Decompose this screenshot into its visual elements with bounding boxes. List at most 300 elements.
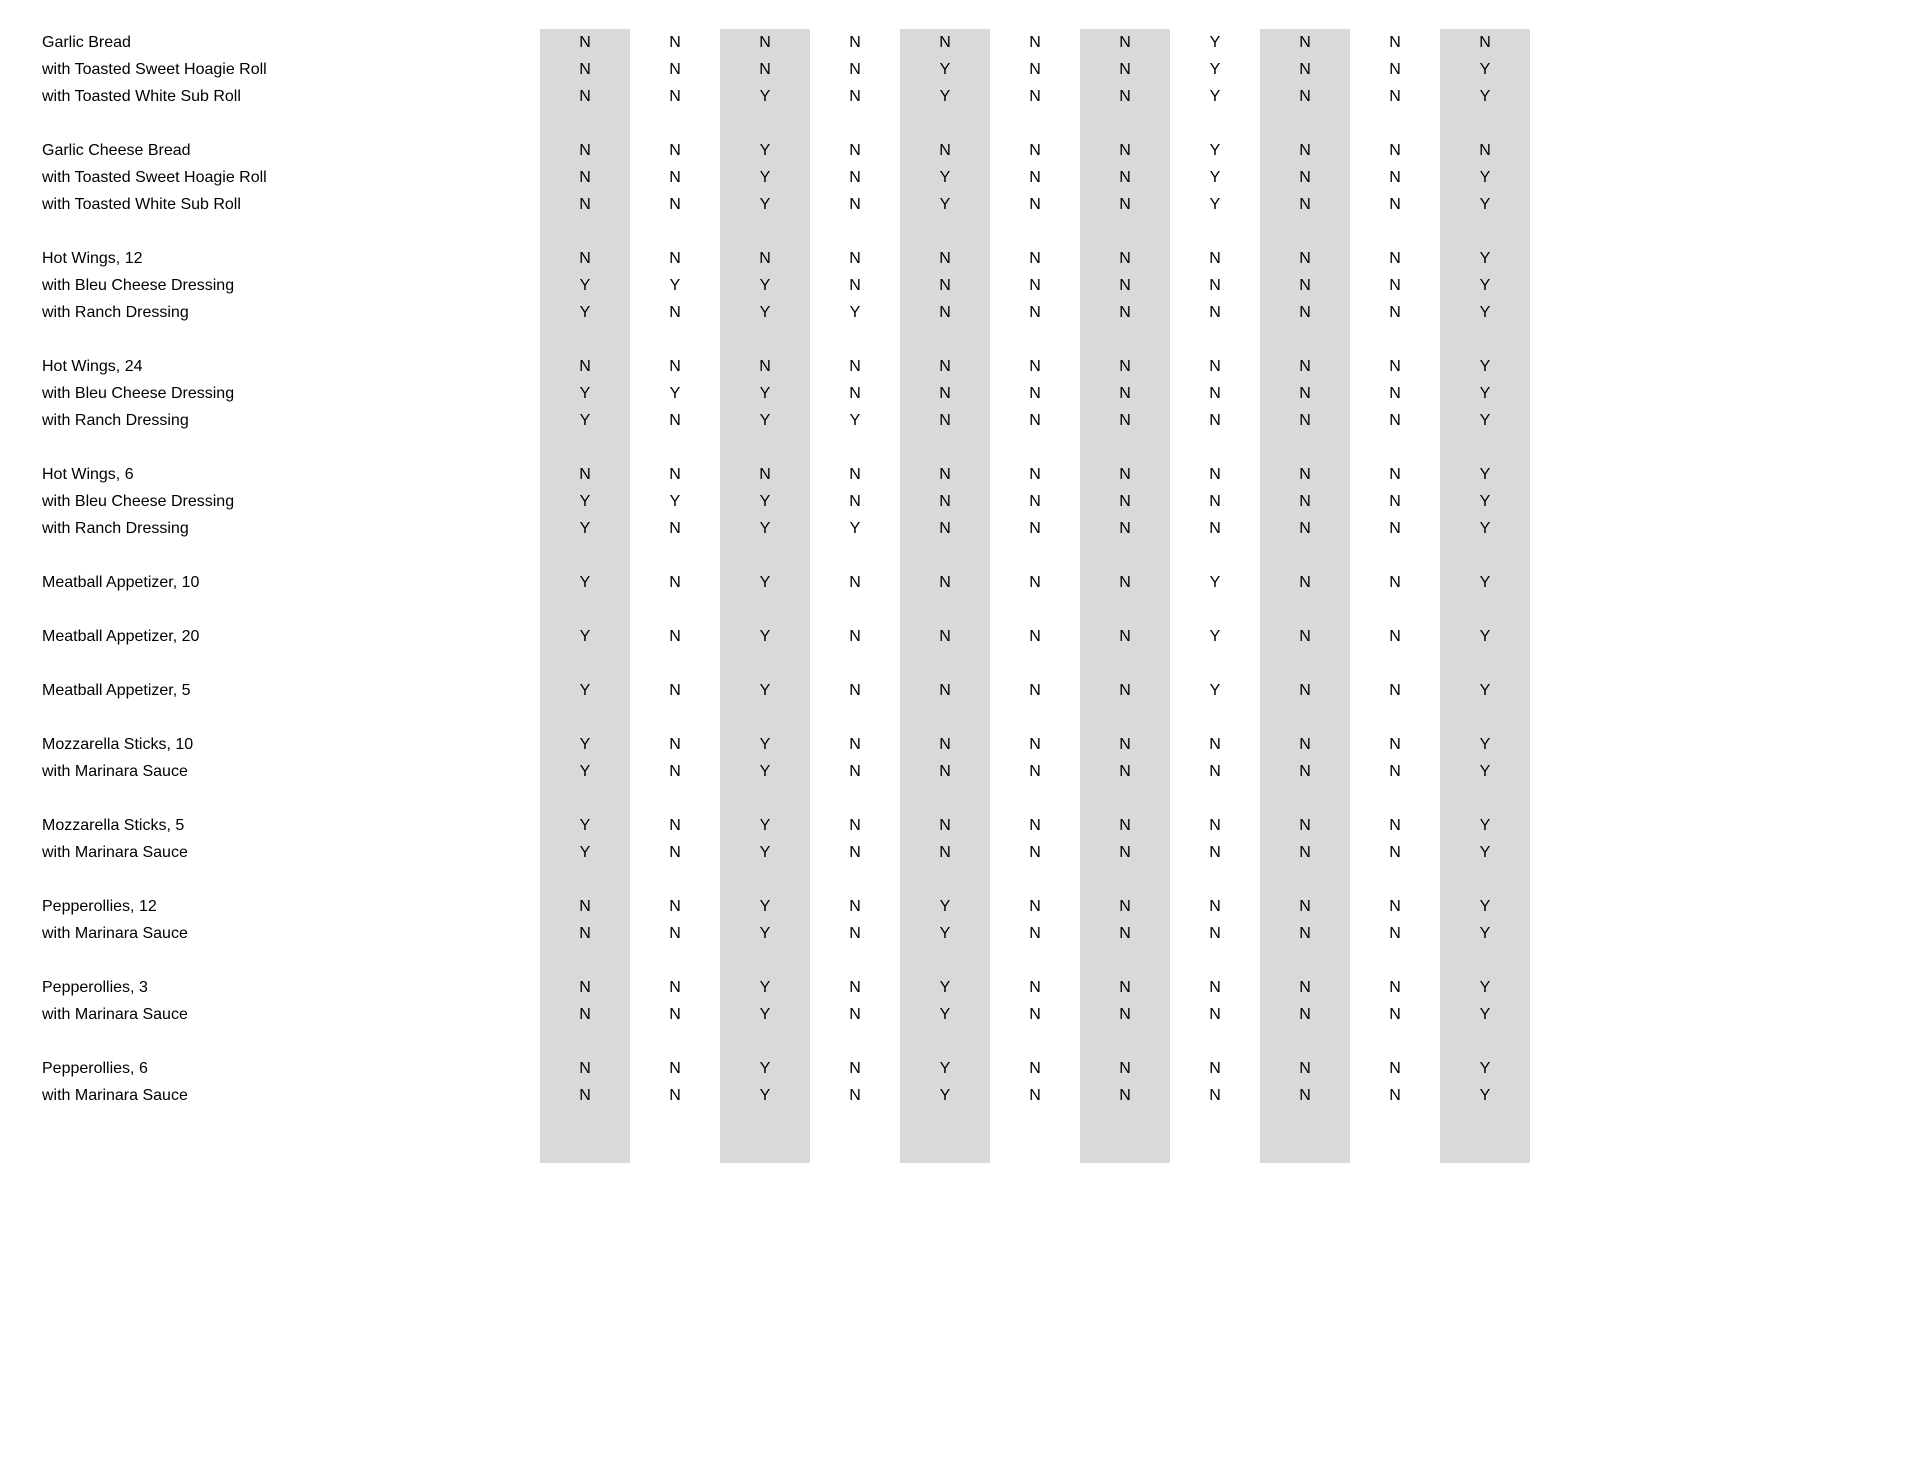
value-cell bbox=[1170, 434, 1260, 461]
value-cell: N bbox=[1209, 358, 1221, 375]
value-cell: N bbox=[669, 763, 681, 780]
table-row bbox=[0, 839, 1530, 866]
value-cell: Y bbox=[1440, 272, 1530, 299]
value-cell: Y bbox=[900, 920, 990, 947]
value-cell: N bbox=[540, 1055, 630, 1082]
value-cell: Y bbox=[1440, 920, 1530, 947]
value-cell bbox=[990, 650, 1080, 677]
table-row bbox=[0, 407, 1530, 434]
value-cell: N bbox=[1029, 763, 1041, 780]
value-cell bbox=[810, 650, 900, 677]
value-cell: N bbox=[1080, 623, 1170, 650]
value-cell: N bbox=[669, 520, 681, 537]
value-cell: Y bbox=[1209, 628, 1221, 645]
value-cell bbox=[1260, 704, 1350, 731]
value-cell bbox=[990, 947, 1080, 974]
value-cell: N bbox=[1260, 272, 1350, 299]
value-cell: Y bbox=[1209, 574, 1221, 591]
value-cell: N bbox=[1260, 758, 1350, 785]
value-cell bbox=[1440, 596, 1530, 623]
value-cell bbox=[1080, 1028, 1170, 1055]
value-cell: N bbox=[1260, 461, 1350, 488]
item-label bbox=[0, 218, 540, 245]
table-row bbox=[0, 920, 1530, 947]
value-cell: N bbox=[1440, 137, 1530, 164]
value-cell: N bbox=[720, 353, 810, 380]
value-cell: N bbox=[1260, 407, 1350, 434]
value-cell bbox=[1350, 1028, 1440, 1055]
value-cell: Y bbox=[540, 839, 630, 866]
value-cell: Y bbox=[1209, 169, 1221, 186]
value-cell: Y bbox=[1440, 677, 1530, 704]
value-cell: Y bbox=[1440, 380, 1530, 407]
value-cell: N bbox=[1209, 385, 1221, 402]
value-cell bbox=[540, 1109, 630, 1136]
value-cell bbox=[1170, 1109, 1260, 1136]
value-cell bbox=[1080, 1109, 1170, 1136]
value-cell bbox=[630, 542, 720, 569]
spacer-row bbox=[0, 218, 1530, 245]
spacer-row bbox=[0, 326, 1530, 353]
value-cell: N bbox=[1389, 412, 1401, 429]
allergen-table bbox=[0, 29, 1530, 1163]
value-cell bbox=[1440, 785, 1530, 812]
value-cell: N bbox=[1080, 299, 1170, 326]
value-cell: N bbox=[1209, 250, 1221, 267]
value-cell bbox=[990, 542, 1080, 569]
value-cell: N bbox=[1260, 893, 1350, 920]
value-cell: N bbox=[900, 380, 990, 407]
value-cell: N bbox=[1260, 488, 1350, 515]
value-cell bbox=[990, 434, 1080, 461]
value-cell: N bbox=[669, 1006, 681, 1023]
item-label: Garlic Cheese Bread bbox=[42, 142, 191, 159]
value-cell bbox=[810, 1136, 900, 1163]
item-label: with Toasted Sweet Hoagie Roll bbox=[42, 169, 267, 186]
value-cell: Y bbox=[720, 515, 810, 542]
value-cell: N bbox=[1260, 83, 1350, 110]
item-label: with Ranch Dressing bbox=[42, 304, 189, 321]
item-label: Mozzarella Sticks, 5 bbox=[42, 817, 185, 834]
value-cell: Y bbox=[900, 191, 990, 218]
value-cell: N bbox=[849, 1006, 861, 1023]
value-cell: N bbox=[1389, 1087, 1401, 1104]
value-cell bbox=[900, 785, 990, 812]
value-cell: N bbox=[1029, 169, 1041, 186]
item-label: with Marinara Sauce bbox=[42, 925, 188, 942]
value-cell: N bbox=[1029, 304, 1041, 321]
value-cell: N bbox=[900, 488, 990, 515]
value-cell: N bbox=[1080, 812, 1170, 839]
value-cell bbox=[1170, 596, 1260, 623]
value-cell bbox=[1440, 650, 1530, 677]
value-cell bbox=[810, 947, 900, 974]
item-label: Mozzarella Sticks, 10 bbox=[42, 736, 194, 753]
value-cell: N bbox=[849, 88, 861, 105]
value-cell: N bbox=[1029, 34, 1041, 51]
value-cell: N bbox=[1209, 466, 1221, 483]
value-cell bbox=[630, 326, 720, 353]
value-cell bbox=[1440, 1028, 1530, 1055]
value-cell: Y bbox=[1440, 569, 1530, 596]
value-cell: N bbox=[1029, 412, 1041, 429]
item-label: with Toasted White Sub Roll bbox=[42, 196, 241, 213]
spacer-row bbox=[0, 1136, 1530, 1163]
table-row bbox=[0, 245, 1530, 272]
table-row bbox=[0, 380, 1530, 407]
value-cell: N bbox=[849, 34, 861, 51]
value-cell: N bbox=[1080, 137, 1170, 164]
value-cell: N bbox=[1029, 736, 1041, 753]
value-cell bbox=[810, 785, 900, 812]
value-cell: N bbox=[1029, 61, 1041, 78]
value-cell: N bbox=[1260, 974, 1350, 1001]
value-cell: N bbox=[540, 191, 630, 218]
value-cell bbox=[1440, 1136, 1530, 1163]
table-row bbox=[0, 299, 1530, 326]
value-cell: N bbox=[1260, 1001, 1350, 1028]
value-cell bbox=[1350, 596, 1440, 623]
value-cell bbox=[630, 650, 720, 677]
value-cell: N bbox=[1080, 245, 1170, 272]
item-label bbox=[0, 785, 540, 812]
value-cell bbox=[540, 947, 630, 974]
value-cell: N bbox=[540, 56, 630, 83]
value-cell bbox=[810, 110, 900, 137]
value-cell: N bbox=[669, 142, 681, 159]
value-cell: N bbox=[1080, 974, 1170, 1001]
value-cell: N bbox=[1260, 839, 1350, 866]
value-cell bbox=[810, 434, 900, 461]
value-cell: Y bbox=[720, 83, 810, 110]
value-cell: N bbox=[900, 272, 990, 299]
value-cell: N bbox=[1209, 412, 1221, 429]
table-row bbox=[0, 974, 1530, 1001]
value-cell: N bbox=[1080, 164, 1170, 191]
value-cell: N bbox=[1029, 574, 1041, 591]
value-cell: Y bbox=[720, 407, 810, 434]
value-cell: N bbox=[1260, 812, 1350, 839]
value-cell: N bbox=[849, 142, 861, 159]
value-cell bbox=[990, 1028, 1080, 1055]
value-cell: N bbox=[1029, 277, 1041, 294]
value-cell: Y bbox=[720, 164, 810, 191]
value-cell: N bbox=[900, 515, 990, 542]
value-cell: N bbox=[1080, 272, 1170, 299]
value-cell bbox=[720, 650, 810, 677]
value-cell bbox=[1260, 785, 1350, 812]
value-cell: N bbox=[1029, 520, 1041, 537]
value-cell: Y bbox=[1440, 623, 1530, 650]
value-cell: N bbox=[849, 250, 861, 267]
value-cell: N bbox=[1389, 493, 1401, 510]
value-cell bbox=[630, 704, 720, 731]
value-cell: Y bbox=[720, 569, 810, 596]
value-cell: N bbox=[1389, 466, 1401, 483]
value-cell bbox=[1080, 326, 1170, 353]
value-cell bbox=[720, 596, 810, 623]
value-cell: N bbox=[1260, 56, 1350, 83]
value-cell bbox=[1440, 110, 1530, 137]
value-cell: N bbox=[1080, 83, 1170, 110]
value-cell bbox=[1170, 704, 1260, 731]
value-cell bbox=[1260, 1136, 1350, 1163]
value-cell: Y bbox=[900, 893, 990, 920]
value-cell: N bbox=[1209, 1006, 1221, 1023]
value-cell bbox=[1080, 1136, 1170, 1163]
value-cell: Y bbox=[849, 412, 861, 429]
value-cell: N bbox=[849, 763, 861, 780]
value-cell bbox=[630, 1136, 720, 1163]
value-cell: N bbox=[849, 979, 861, 996]
value-cell bbox=[540, 704, 630, 731]
value-cell: N bbox=[669, 412, 681, 429]
value-cell bbox=[810, 326, 900, 353]
value-cell bbox=[540, 434, 630, 461]
value-cell bbox=[1350, 542, 1440, 569]
value-cell: N bbox=[1260, 137, 1350, 164]
value-cell bbox=[1260, 650, 1350, 677]
value-cell bbox=[1080, 704, 1170, 731]
value-cell: N bbox=[540, 1082, 630, 1109]
value-cell: N bbox=[1260, 569, 1350, 596]
table-row bbox=[0, 731, 1530, 758]
value-cell: Y bbox=[1440, 839, 1530, 866]
value-cell: N bbox=[1389, 898, 1401, 915]
item-label: with Toasted White Sub Roll bbox=[42, 88, 241, 105]
value-cell: N bbox=[1389, 979, 1401, 996]
value-cell: N bbox=[1260, 920, 1350, 947]
value-cell: N bbox=[669, 1087, 681, 1104]
spacer-row bbox=[0, 1028, 1530, 1055]
value-cell bbox=[630, 218, 720, 245]
value-cell: N bbox=[1260, 245, 1350, 272]
value-cell: Y bbox=[540, 380, 630, 407]
item-label: with Marinara Sauce bbox=[42, 763, 188, 780]
value-cell: Y bbox=[720, 677, 810, 704]
value-cell: N bbox=[669, 1060, 681, 1077]
value-cell: N bbox=[849, 61, 861, 78]
value-cell bbox=[540, 218, 630, 245]
value-cell: N bbox=[1389, 817, 1401, 834]
table-row bbox=[0, 461, 1530, 488]
value-cell: N bbox=[1209, 763, 1221, 780]
value-cell: N bbox=[1029, 88, 1041, 105]
value-cell: N bbox=[1389, 34, 1401, 51]
value-cell bbox=[1170, 650, 1260, 677]
value-cell: N bbox=[1080, 677, 1170, 704]
value-cell bbox=[1350, 866, 1440, 893]
value-cell: Y bbox=[540, 677, 630, 704]
value-cell bbox=[1170, 218, 1260, 245]
value-cell: N bbox=[900, 812, 990, 839]
value-cell: N bbox=[849, 844, 861, 861]
value-cell bbox=[1170, 326, 1260, 353]
value-cell bbox=[1170, 866, 1260, 893]
value-cell bbox=[810, 218, 900, 245]
value-cell: N bbox=[849, 736, 861, 753]
item-label: with Ranch Dressing bbox=[42, 520, 189, 537]
value-cell: Y bbox=[849, 520, 861, 537]
spacer-row bbox=[0, 110, 1530, 137]
value-cell bbox=[900, 110, 990, 137]
value-cell: Y bbox=[900, 1001, 990, 1028]
value-cell bbox=[810, 542, 900, 569]
table-row bbox=[0, 83, 1530, 110]
item-label: Garlic Bread bbox=[42, 34, 131, 51]
value-cell: Y bbox=[720, 623, 810, 650]
value-cell: N bbox=[669, 925, 681, 942]
value-cell bbox=[720, 947, 810, 974]
value-cell: Y bbox=[900, 1055, 990, 1082]
item-label: with Bleu Cheese Dressing bbox=[42, 493, 235, 510]
value-cell bbox=[810, 1028, 900, 1055]
value-cell: N bbox=[1260, 1082, 1350, 1109]
value-cell: N bbox=[900, 677, 990, 704]
value-cell: N bbox=[900, 461, 990, 488]
value-cell bbox=[1350, 434, 1440, 461]
value-cell: N bbox=[1209, 277, 1221, 294]
value-cell: Y bbox=[720, 137, 810, 164]
value-cell: N bbox=[1080, 407, 1170, 434]
value-cell: N bbox=[900, 839, 990, 866]
value-cell: N bbox=[849, 358, 861, 375]
value-cell: N bbox=[1029, 466, 1041, 483]
value-cell bbox=[1440, 866, 1530, 893]
value-cell: N bbox=[1260, 164, 1350, 191]
value-cell bbox=[1440, 704, 1530, 731]
table-row bbox=[0, 353, 1530, 380]
item-label: Pepperollies, 12 bbox=[42, 898, 157, 915]
value-cell: Y bbox=[1209, 142, 1221, 159]
spacer-row bbox=[0, 704, 1530, 731]
item-label bbox=[0, 704, 540, 731]
value-cell bbox=[1080, 434, 1170, 461]
value-cell: Y bbox=[540, 515, 630, 542]
value-cell: N bbox=[900, 407, 990, 434]
value-cell bbox=[990, 218, 1080, 245]
value-cell bbox=[720, 218, 810, 245]
value-cell: N bbox=[1260, 299, 1350, 326]
value-cell bbox=[1170, 785, 1260, 812]
item-label bbox=[0, 542, 540, 569]
value-cell bbox=[900, 1136, 990, 1163]
item-label: Hot Wings, 6 bbox=[42, 466, 134, 483]
value-cell bbox=[720, 1136, 810, 1163]
value-cell: Y bbox=[720, 1001, 810, 1028]
value-cell: N bbox=[669, 250, 681, 267]
value-cell: N bbox=[1209, 1060, 1221, 1077]
item-label: with Toasted Sweet Hoagie Roll bbox=[42, 61, 267, 78]
value-cell bbox=[990, 785, 1080, 812]
value-cell bbox=[1350, 785, 1440, 812]
item-label: with Bleu Cheese Dressing bbox=[42, 385, 235, 402]
value-cell bbox=[1080, 218, 1170, 245]
value-cell: N bbox=[1389, 736, 1401, 753]
value-cell: N bbox=[1389, 925, 1401, 942]
value-cell bbox=[630, 1109, 720, 1136]
value-cell: Y bbox=[1440, 1082, 1530, 1109]
value-cell bbox=[900, 650, 990, 677]
value-cell bbox=[810, 704, 900, 731]
value-cell: N bbox=[1080, 920, 1170, 947]
value-cell bbox=[900, 947, 990, 974]
value-cell: Y bbox=[720, 380, 810, 407]
value-cell: N bbox=[1209, 844, 1221, 861]
value-cell: N bbox=[1029, 1006, 1041, 1023]
value-cell: N bbox=[849, 1060, 861, 1077]
value-cell: Y bbox=[540, 731, 630, 758]
value-cell bbox=[630, 596, 720, 623]
value-cell: N bbox=[540, 974, 630, 1001]
value-cell: N bbox=[669, 898, 681, 915]
value-cell: N bbox=[1080, 488, 1170, 515]
item-label bbox=[0, 1109, 540, 1136]
value-cell bbox=[630, 947, 720, 974]
value-cell bbox=[1170, 1136, 1260, 1163]
value-cell: N bbox=[1260, 515, 1350, 542]
value-cell bbox=[900, 434, 990, 461]
value-cell: N bbox=[1389, 385, 1401, 402]
value-cell: N bbox=[1080, 380, 1170, 407]
value-cell: N bbox=[900, 299, 990, 326]
item-label: Hot Wings, 24 bbox=[42, 358, 143, 375]
item-label: Hot Wings, 12 bbox=[42, 250, 143, 267]
value-cell: N bbox=[669, 61, 681, 78]
table-row bbox=[0, 893, 1530, 920]
value-cell: N bbox=[1029, 250, 1041, 267]
value-cell: N bbox=[900, 623, 990, 650]
table-row bbox=[0, 623, 1530, 650]
table-row bbox=[0, 677, 1530, 704]
item-label: Meatball Appetizer, 20 bbox=[42, 628, 200, 645]
value-cell bbox=[900, 704, 990, 731]
value-cell bbox=[1080, 866, 1170, 893]
value-cell: N bbox=[849, 574, 861, 591]
value-cell bbox=[630, 866, 720, 893]
value-cell: N bbox=[669, 979, 681, 996]
value-cell: Y bbox=[540, 569, 630, 596]
value-cell: N bbox=[1209, 898, 1221, 915]
value-cell: Y bbox=[1440, 83, 1530, 110]
value-cell: N bbox=[1029, 142, 1041, 159]
value-cell bbox=[720, 326, 810, 353]
value-cell bbox=[1170, 110, 1260, 137]
table-row bbox=[0, 569, 1530, 596]
value-cell: N bbox=[1389, 169, 1401, 186]
value-cell: N bbox=[1209, 736, 1221, 753]
spacer-row bbox=[0, 1109, 1530, 1136]
value-cell bbox=[630, 1028, 720, 1055]
value-cell bbox=[990, 596, 1080, 623]
value-cell bbox=[1350, 110, 1440, 137]
item-label bbox=[0, 1028, 540, 1055]
value-cell: Y bbox=[1440, 731, 1530, 758]
value-cell: N bbox=[849, 277, 861, 294]
value-cell: Y bbox=[669, 385, 681, 402]
value-cell: Y bbox=[540, 272, 630, 299]
value-cell bbox=[1080, 110, 1170, 137]
value-cell: Y bbox=[1440, 1001, 1530, 1028]
value-cell bbox=[1440, 542, 1530, 569]
value-cell bbox=[1080, 947, 1170, 974]
value-cell: N bbox=[1389, 520, 1401, 537]
value-cell: N bbox=[1080, 1001, 1170, 1028]
value-cell: N bbox=[849, 817, 861, 834]
value-cell: N bbox=[1029, 628, 1041, 645]
value-cell: Y bbox=[1440, 758, 1530, 785]
item-label bbox=[0, 650, 540, 677]
